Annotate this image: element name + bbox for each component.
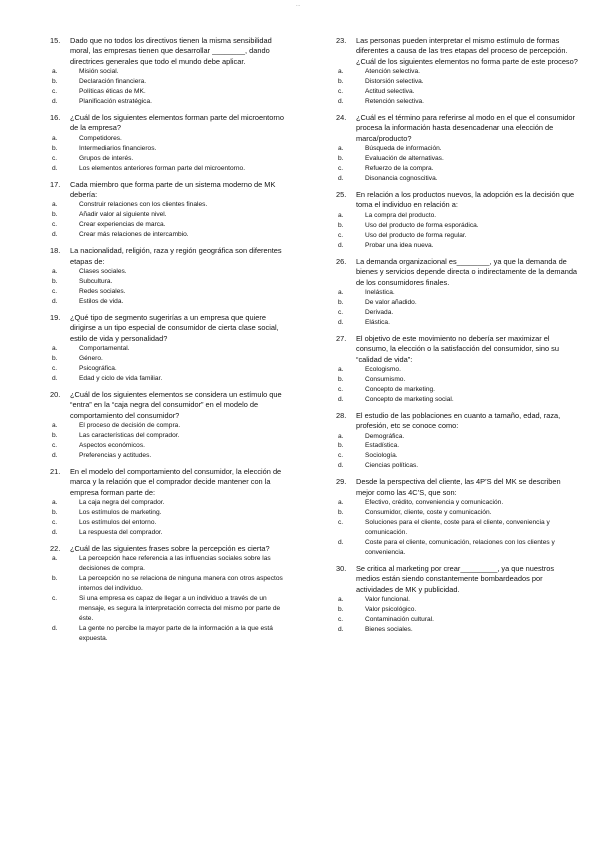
question-stem — [336, 257, 578, 288]
question-item — [336, 411, 578, 471]
option-letter: d. — [338, 462, 344, 470]
option-text: Psicográfica. — [79, 364, 117, 372]
question-stem — [50, 180, 292, 201]
option-text: Si una empresa es capaz de llegar a un individuo a través de un mensaje, es segura la interpretación correcta del mismo por parte de éste. — [79, 595, 281, 622]
option-text: Disonancia cognoscitiva. — [365, 174, 438, 182]
option-letter: a. — [338, 145, 344, 153]
question-item — [50, 246, 292, 306]
option-text: Comportamental. — [79, 345, 130, 353]
answer-option — [336, 498, 578, 508]
option-letter: c. — [52, 519, 58, 526]
question-stem — [50, 246, 292, 267]
answer-option — [50, 554, 292, 574]
answer-option — [50, 267, 292, 277]
question-item — [336, 113, 578, 184]
option-letter: c. — [338, 452, 344, 460]
option-text: Inelástica. — [365, 288, 395, 296]
option-letter: d. — [338, 395, 344, 403]
option-letter: d. — [338, 538, 344, 546]
question-text: ¿Cuál de los siguientes elementos se considera un estímulo que “entra” en la “caja negra del consumidor” en el modelo de comportamiento del consumidor? — [70, 389, 282, 420]
answer-option — [50, 364, 292, 374]
question-text: El objetivo de este movimiento no debería ser maximizar el consumo, la elección o la satisfacción del consumidor, sino su “calidad de vida”: — [356, 333, 559, 364]
answer-option — [336, 625, 578, 635]
option-letter: b. — [52, 575, 58, 583]
option-letter: b. — [338, 509, 344, 517]
answer-option — [50, 421, 292, 431]
question-number: 27. — [336, 333, 347, 343]
question-stem — [50, 544, 292, 554]
question-stem — [336, 411, 578, 432]
option-text: Búsqueda de información. — [365, 145, 442, 153]
answer-option — [50, 134, 292, 144]
question-stem — [336, 190, 578, 211]
answer-option — [50, 200, 292, 210]
option-text: Los estímulos de marketing. — [79, 509, 162, 517]
question-text: En el modelo del comportamiento del consumidor, la elección de marca y la relación que el comprador decide mantener con la empresa forman parte de: — [70, 466, 282, 497]
option-letter: c. — [52, 88, 58, 96]
option-letter: b. — [52, 432, 58, 440]
option-letter: c. — [52, 364, 58, 372]
option-text: Sociología. — [365, 452, 398, 460]
answer-option — [336, 385, 578, 395]
option-text: La caja negra del comprador. — [79, 499, 165, 507]
answer-option — [50, 287, 292, 297]
answer-option — [336, 231, 578, 241]
question-item — [50, 467, 292, 538]
option-letter: c. — [338, 308, 344, 316]
option-text: Uso del producto de forma regular. — [365, 231, 467, 239]
question-text: Cada miembro que forma parte de un sistema moderno de MK debería: — [70, 179, 276, 200]
option-letter: a. — [338, 288, 344, 296]
right-question-column — [336, 36, 578, 641]
answer-option — [336, 318, 578, 328]
option-letter: d. — [338, 625, 344, 633]
option-text: Competidores. — [79, 134, 122, 142]
option-text: Planificación estratégica. — [79, 97, 152, 105]
question-text: ¿Qué tipo de segmento sugerirías a un empresa que quiere dirigirse a un tipo especial de consumidor de cierta clase social, estilo de vida y personalidad? — [70, 312, 279, 343]
question-item — [50, 390, 292, 461]
answer-option — [336, 615, 578, 625]
question-stem — [336, 477, 578, 498]
option-text: Consumidor, cliente, coste y comunicación. — [365, 509, 492, 517]
answer-option — [50, 297, 292, 307]
option-text: Ecologismo. — [365, 365, 401, 373]
question-number: 18. — [50, 246, 61, 256]
option-text: Elástica. — [365, 318, 390, 326]
option-letter: c. — [52, 287, 58, 295]
answer-option — [336, 451, 578, 461]
option-letter: b. — [338, 155, 344, 163]
option-text: Construir relaciones con los clientes finales. — [79, 201, 208, 209]
question-item — [336, 334, 578, 405]
question-number: 28. — [336, 410, 347, 420]
option-text: Consumismo. — [365, 375, 406, 383]
question-text: ¿Cuál de los siguientes elementos forman parte del microentorno de la empresa? — [70, 113, 285, 133]
answer-option — [336, 298, 578, 308]
option-text: De valor añadido. — [365, 298, 417, 306]
option-text: Efectivo, crédito, conveniencia y comunicación. — [365, 499, 504, 507]
question-stem — [50, 313, 292, 344]
question-stem — [336, 36, 578, 67]
option-letter: d. — [338, 97, 344, 105]
option-text: El proceso de decisión de compra. — [79, 422, 181, 430]
option-letter: d. — [52, 528, 58, 536]
option-text: Redes sociales. — [79, 287, 126, 295]
answer-option — [50, 164, 292, 174]
option-letter: d. — [52, 374, 58, 382]
answer-option — [336, 605, 578, 615]
option-letter: c. — [338, 385, 344, 393]
question-text: Se critica al marketing por crear_________, ya que nuestros medios están siendo constantemente bombardeados por actividades de MK y publicidad. — [356, 563, 555, 594]
question-number: 25. — [336, 190, 347, 200]
option-letter: b. — [338, 221, 344, 229]
option-letter: a. — [338, 432, 344, 440]
option-text: La gente no percibe la mayor parte de la información a la que está expuesta. — [79, 624, 273, 642]
answer-option — [336, 87, 578, 97]
left-question-column — [50, 36, 292, 650]
answer-option — [50, 230, 292, 240]
option-letter: a. — [338, 499, 344, 507]
answer-option — [50, 344, 292, 354]
question-stem — [336, 564, 578, 595]
option-text: Edad y ciclo de vida familiar. — [79, 374, 163, 382]
option-letter: c. — [338, 231, 344, 239]
option-text: Valor funcional. — [365, 596, 410, 604]
option-text: Misión social. — [79, 68, 119, 76]
answer-option — [336, 395, 578, 405]
option-text: La compra del producto. — [365, 211, 437, 219]
question-text: En relación a los productos nuevos, la adopción es la decisión que toma el individuo en relación a: — [356, 190, 575, 210]
answer-option — [336, 154, 578, 164]
question-stem — [50, 467, 292, 498]
answer-option — [50, 624, 292, 644]
option-text: Ciencias políticas. — [365, 462, 419, 470]
option-text: Distorsión selectiva. — [365, 78, 424, 86]
question-number: 15. — [50, 36, 61, 45]
option-text: Uso del producto de forma esporádica. — [365, 221, 479, 229]
option-text: La percepción no se relaciona de ninguna manera con otros aspectos internos del individuo. — [79, 575, 283, 593]
option-text: Refuerzo de la compra. — [365, 165, 434, 173]
question-text: Desde la perspectiva del cliente, las 4P’S del MK se describen mejor como las 4C’S, que son: — [356, 477, 561, 497]
option-letter: b. — [338, 605, 344, 613]
answer-option — [50, 144, 292, 154]
option-text: Las características del comprador. — [79, 432, 180, 440]
question-stem — [336, 113, 578, 144]
option-letter: d. — [52, 231, 58, 239]
option-text: Crear experiencias de marca. — [79, 221, 166, 229]
answer-option — [50, 594, 292, 624]
option-text: Demográfica. — [365, 432, 405, 440]
option-text: La respuesta del comprador. — [79, 528, 163, 536]
question-text: Las personas pueden interpretar el mismo estímulo de formas diferentes a causa de las tres etapas del proceso de percepción. ¿Cuál de los siguientes elementos no forma parte de este proceso? — [356, 36, 578, 66]
option-letter: d. — [338, 241, 344, 249]
option-text: Estilos de vida. — [79, 297, 124, 305]
question-number: 22. — [50, 544, 61, 553]
option-letter: b. — [338, 78, 344, 86]
answer-option — [50, 528, 292, 538]
question-number: 29. — [336, 477, 347, 487]
answer-option — [336, 77, 578, 87]
answer-option — [50, 77, 292, 87]
option-letter: a. — [52, 201, 58, 209]
option-text: Coste para el cliente, comunicación, relaciones con los clientes y conveniencia. — [365, 538, 555, 556]
question-text: La demanda organizacional es________, ya que la demanda de bienes y servicios depende directa o indirectamente de la demanda de los consumidores finales. — [356, 256, 578, 287]
question-text: ¿Cuál es el término para referirse al modo en el que el consumidor procesa la información hasta desencadenar una elección de marca/producto? — [356, 113, 575, 143]
option-letter: b. — [338, 375, 344, 383]
option-letter: c. — [338, 165, 344, 173]
question-item — [50, 544, 292, 644]
option-text: Concepto de marketing social. — [365, 395, 454, 403]
answer-option — [50, 67, 292, 77]
question-number: 20. — [50, 389, 61, 399]
answer-option — [336, 308, 578, 318]
question-text: ¿Cuál de las siguientes frases sobre la percepción es cierta? — [70, 544, 270, 553]
option-text: Preferencias y actitudes. — [79, 451, 152, 459]
option-text: Los estímulos del entorno. — [79, 519, 157, 526]
question-item — [336, 477, 578, 557]
option-text: Estadística. — [365, 442, 400, 450]
question-item — [336, 564, 578, 635]
option-text: La percepción hace referencia a las influencias sociales sobre las decisiones de compra. — [79, 555, 271, 573]
option-text: Bienes sociales. — [365, 625, 413, 633]
question-text: Dado que no todos los directivos tienen la misma sensibilidad moral, las empresas tienen que desarrollar ________, dando directrices generales que todo el mundo debe aplicar. — [70, 36, 272, 66]
answer-option — [50, 97, 292, 107]
question-item — [336, 190, 578, 250]
question-item — [50, 113, 292, 173]
answer-option — [336, 288, 578, 298]
answer-option — [50, 374, 292, 384]
answer-option — [50, 508, 292, 518]
option-text: Aspectos económicos. — [79, 441, 145, 449]
answer-option — [336, 221, 578, 231]
option-text: Clases sociales. — [79, 268, 127, 276]
answer-option — [336, 365, 578, 375]
option-text: Probar una idea nueva. — [365, 241, 434, 249]
option-letter: c. — [338, 88, 344, 96]
option-text: Concepto de marketing. — [365, 385, 436, 393]
option-text: Atención selectiva. — [365, 68, 420, 76]
answer-option — [50, 498, 292, 508]
answer-option — [50, 87, 292, 97]
question-number: 16. — [50, 113, 61, 123]
option-letter: b. — [338, 298, 344, 306]
page-header-mark: ... — [296, 2, 301, 8]
option-letter: d. — [52, 164, 58, 172]
question-number: 21. — [50, 466, 61, 476]
option-text: Grupos de interés. — [79, 154, 134, 162]
question-number: 17. — [50, 179, 61, 189]
option-letter: a. — [52, 555, 58, 563]
question-stem — [336, 334, 578, 365]
option-letter: a. — [338, 365, 344, 373]
option-letter: b. — [52, 355, 58, 363]
option-letter: c. — [52, 221, 58, 229]
option-letter: d. — [52, 97, 58, 105]
question-number: 24. — [336, 113, 347, 123]
answer-option — [336, 538, 578, 558]
option-letter: d. — [52, 624, 58, 632]
option-text: Soluciones para el cliente, coste para el cliente, conveniencia y comunicación. — [365, 519, 550, 536]
answer-option — [50, 518, 292, 528]
option-text: Retención selectiva. — [365, 97, 425, 105]
answer-option — [336, 144, 578, 154]
question-item — [336, 257, 578, 328]
option-letter: c. — [338, 519, 344, 526]
option-text: Crear más relaciones de intercambio. — [79, 231, 189, 239]
answer-option — [336, 432, 578, 442]
option-text: Los elementos anteriores forman parte del microentorno. — [79, 164, 246, 172]
answer-option — [336, 97, 578, 107]
option-letter: a. — [52, 422, 58, 430]
answer-option — [336, 441, 578, 451]
option-letter: b. — [52, 509, 58, 517]
question-item — [50, 180, 292, 240]
option-letter: c. — [52, 441, 58, 449]
option-letter: a. — [52, 68, 58, 76]
option-text: Declaración financiera. — [79, 78, 147, 86]
answer-option — [50, 277, 292, 287]
answer-option — [336, 174, 578, 184]
answer-option — [336, 67, 578, 77]
answer-option — [336, 518, 578, 538]
question-stem — [50, 36, 292, 67]
answer-option — [336, 241, 578, 251]
option-text: Añadir valor al siguiente nivel. — [79, 211, 167, 219]
answer-option — [336, 375, 578, 385]
answer-option — [50, 574, 292, 594]
option-letter: a. — [52, 345, 58, 353]
answer-option — [336, 211, 578, 221]
option-letter: c. — [338, 615, 344, 623]
question-number: 30. — [336, 563, 347, 573]
option-letter: b. — [52, 78, 58, 86]
question-number: 23. — [336, 36, 347, 45]
option-letter: d. — [52, 297, 58, 305]
option-letter: a. — [338, 211, 344, 219]
option-text: Subcultura. — [79, 278, 113, 285]
option-letter: a. — [52, 134, 58, 142]
question-stem — [50, 113, 292, 134]
answer-option — [50, 354, 292, 364]
option-text: Intermediarios financieros. — [79, 144, 157, 152]
option-letter: b. — [52, 211, 58, 219]
answer-option — [50, 451, 292, 461]
question-text: El estudio de las poblaciones en cuanto a tamaño, edad, raza, profesión, etc se conoce como: — [356, 410, 561, 431]
answer-option — [336, 164, 578, 174]
option-text: Género. — [79, 355, 103, 363]
question-stem — [50, 390, 292, 421]
answer-option — [336, 461, 578, 471]
answer-option — [336, 508, 578, 518]
option-text: Valor psicológico. — [365, 605, 417, 613]
option-text: Actitud selectiva. — [365, 88, 415, 96]
question-item — [50, 313, 292, 384]
option-text: Políticas éticas de MK. — [79, 88, 146, 96]
question-item — [50, 36, 292, 107]
option-letter: a. — [338, 68, 344, 76]
option-letter: b. — [52, 278, 58, 285]
option-letter: d. — [338, 174, 344, 182]
option-letter: b. — [338, 442, 344, 450]
option-text: Evaluación de alternativas. — [365, 155, 444, 163]
answer-option — [50, 154, 292, 164]
question-text: La nacionalidad, religión, raza y región geográfica son diferentes etapas de: — [70, 246, 282, 266]
option-letter: a. — [52, 268, 58, 276]
question-number: 19. — [50, 312, 61, 322]
question-item — [336, 36, 578, 107]
option-letter: c. — [52, 154, 58, 162]
option-letter: c. — [52, 595, 58, 603]
answer-option — [50, 210, 292, 220]
answer-option — [50, 220, 292, 230]
option-letter: a. — [52, 499, 58, 507]
answer-option — [50, 441, 292, 451]
option-letter: d. — [338, 318, 344, 326]
option-letter: d. — [52, 451, 58, 459]
option-letter: a. — [338, 596, 344, 604]
option-letter: b. — [52, 144, 58, 152]
option-text: Derivada. — [365, 308, 394, 316]
option-text: Contaminación cultural. — [365, 615, 434, 623]
answer-option — [336, 595, 578, 605]
question-number: 26. — [336, 256, 347, 266]
answer-option — [50, 431, 292, 441]
